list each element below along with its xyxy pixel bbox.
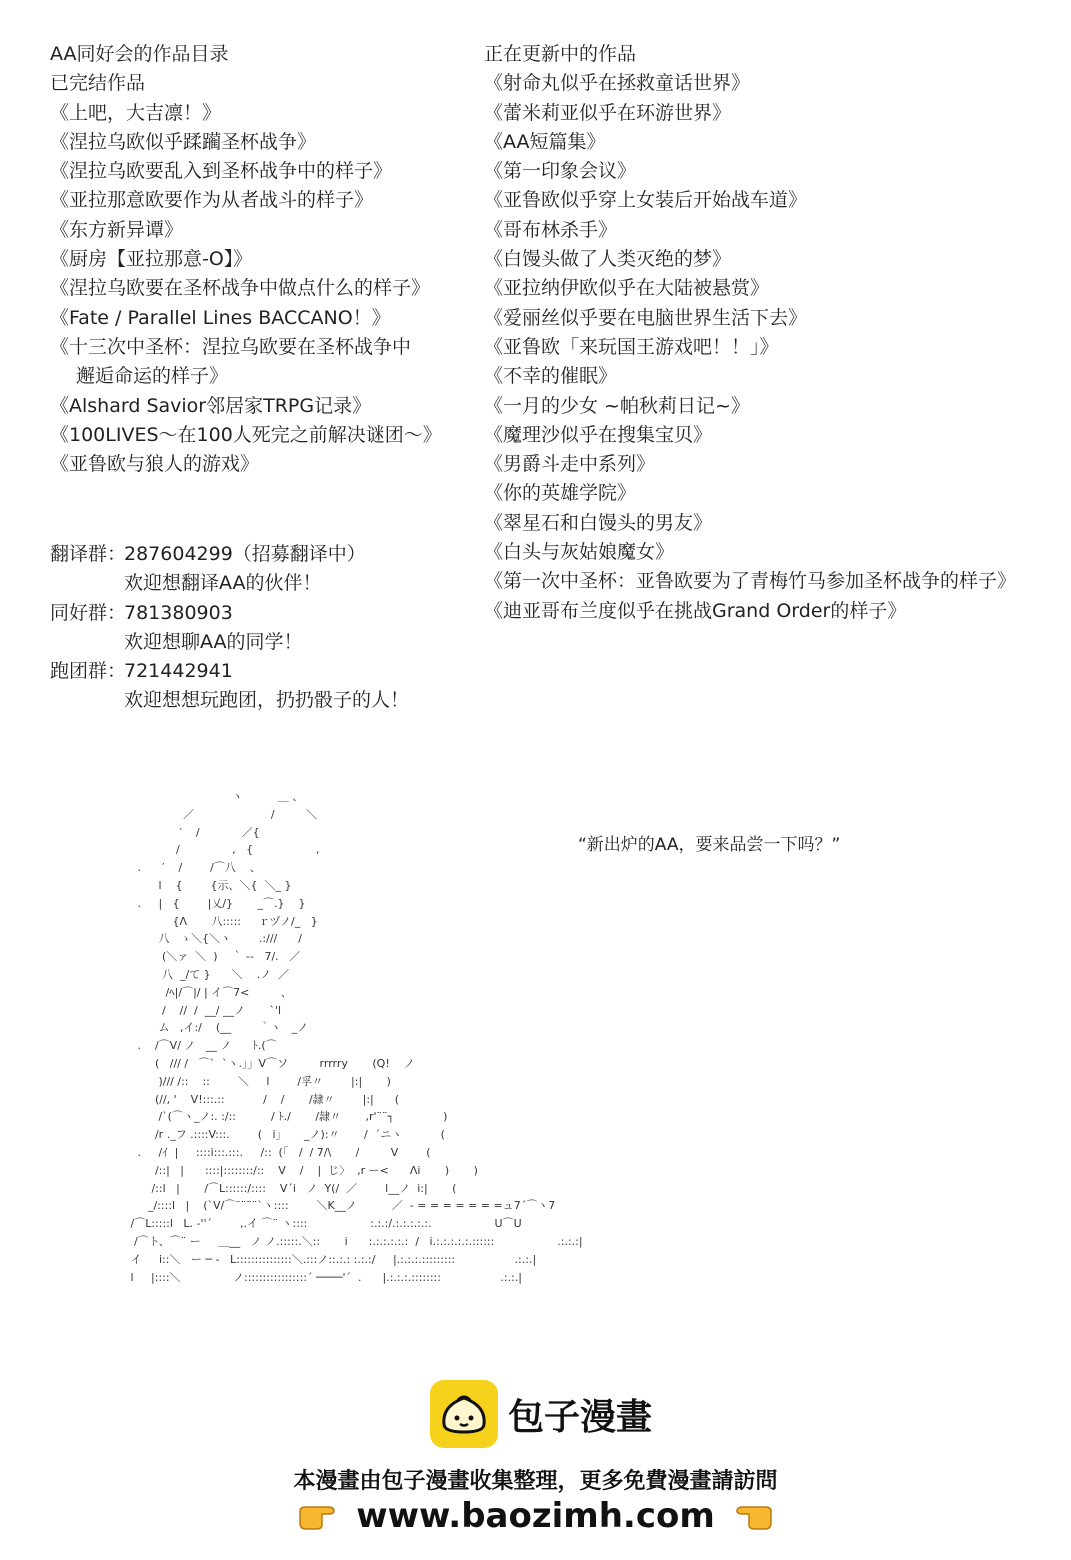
- completed-works-column: [50, 40, 470, 479]
- work-title: 《一月的少女 ~帕秋莉日记~》: [484, 394, 750, 417]
- speech-quote: “新出炉的AA，要来品尝一下吗？”: [578, 835, 841, 855]
- completed-header: 已完结作品: [50, 72, 146, 95]
- work-title: 《射命丸似乎在拯救童话世界》: [484, 72, 751, 95]
- work-title: 《第一印象会议》: [484, 160, 637, 183]
- group-note: 欢迎想聊AA的同学！: [124, 630, 303, 653]
- work-title: 《亚鲁欧「来玩国王游戏吧！！」》: [484, 335, 779, 358]
- work-title: 《白头与灰姑娘魔女》: [484, 541, 675, 564]
- pointing-hand-right-icon: [298, 1501, 342, 1531]
- work-title-continued: 邂逅命运的样子》: [76, 365, 229, 388]
- work-title: 《涅拉乌欧似乎蹂躏圣杯战争》: [50, 130, 317, 153]
- work-title: 《迪亚哥布兰度似乎在挑战Grand Order的样子》: [484, 599, 907, 622]
- work-title: 《亚鲁欧与狼人的游戏》: [50, 453, 260, 476]
- watermark-banner: [0, 1380, 1071, 1540]
- group-number: 287604299（招募翻译中）: [124, 543, 366, 565]
- work-title: 《魔理沙似乎在搜集宝贝》: [484, 423, 713, 446]
- logo-text: 包子漫畫: [508, 1396, 653, 1438]
- site-url-link[interactable]: www.baozimh.com: [356, 1496, 715, 1536]
- work-title: 《爱丽丝似乎要在电脑世界生活下去》: [484, 306, 808, 329]
- work-title: 《翠星石和白馒头的男友》: [484, 511, 713, 534]
- work-title: 《100LIVES～在100人死完之前解决谜团～》: [50, 423, 442, 446]
- site-url-row[interactable]: [0, 1496, 1071, 1536]
- updating-header: 正在更新中的作品: [484, 43, 637, 65]
- group-number: 781380903: [124, 601, 233, 624]
- group-contacts: [50, 540, 409, 716]
- trpg-group-row: [50, 657, 409, 686]
- catalog-header: AA同好会的作品目录: [50, 43, 229, 65]
- work-title: 《蕾米莉亚似乎在环游世界》: [484, 101, 732, 124]
- work-title: 《十三次中圣杯：涅拉乌欧要在圣杯战争中: [50, 335, 412, 358]
- group-number: 721442941: [124, 660, 233, 683]
- pointing-hand-left-icon: [729, 1501, 773, 1531]
- work-title: 《AA短篇集》: [484, 130, 606, 153]
- group-note: 欢迎想想玩跑团，扔扔骰子的人！: [124, 689, 410, 712]
- work-title: 《亚鲁欧似乎穿上女装后开始战车道》: [484, 189, 808, 212]
- work-title: 《涅拉乌欧要乱入到圣杯战争中的样子》: [50, 160, 393, 183]
- bun-logo-icon: [430, 1380, 498, 1448]
- work-title: 《白馒头做了人类灭绝的梦》: [484, 248, 732, 271]
- work-title: 《Fate / Parallel Lines BACCANO！》: [50, 306, 391, 329]
- work-title: 《厨房【亚拉那意-O】》: [50, 248, 253, 271]
- work-title: 《第一次中圣杯：亚鲁欧要为了青梅竹马参加圣杯战争的样子》: [484, 570, 1017, 593]
- work-title: 《哥布林杀手》: [484, 218, 618, 241]
- group-label: 翻译群：: [50, 543, 127, 565]
- ascii-art: ヽ ＿ 、 ／ / ＼ ′ / ／{ / , { , . ′ / /⌒八 、 l { {示、＼{ ＼_ } . | { |乂/} _⌒.} } {Λ 八::::: ｒヅノ/_ } 八 ゝ＼{＼ヽ .:/// / (＼ァ ＼ ) ｀ ‐- 7/. ／ 八 _/て } ＼ .ノ ／ /ﾍ|/⌒|/ | イ⌒7< 、 / // / __/ __ノ `'l ム ,イ:/ (__ ｀ヽ _ノ . /⌒V/ ノ __ ノ ﾄ.(⌒ ( /// / ⌒` `ヽ.」」V⌒ソ rrrrry (Q! ノ )/// /:: :: ＼ l /孚〃 |:| ) (//, ' V!:::.:: / / /隷〃 |:| ( /`(⌒ヽ_ノ:. :/:: / ﾄ./ /隷〃 ,r'¨¨┐ ) /r ._フ .::::V:::. ( i」 _ノ):〃 / ´ニヽ ( . /ｲ | ::::i:::.:::. /:: (「 / / 7/\ / V ( /::| | ::::|::::::::/:: V / | じ〉 ,r ー< Λi ) ) /::l | /⌒L::::::/:::: V´i ノ Y(/ ／ l__ノ i:| ( _/::::l | (`V/⌒¨¨¨¨`ヽ:::: ＼K__ノ ／ ‐ = = = = = = =ュ7´⌒ヽ7 /⌒L:::::l L. ‐''´ ,.イ ⌒¨ ヽ:::: :.:.:/.:.:.:.:.:. U⌒U /⌒ト、⌒¨ ー ＿__ ノ ノ.:::::.＼:: i :.:.:.:.:.: / i.:.:.:.:.:.:::::: .:.:.:| イ i::＼ ー ─ ‐ L:::::::::::::::＼.:::ノ::.:.: :.:.:/ |.:.:.:.::::::::: .:.:.| l |::::＼ ノ:::::::::::::::::´ ────'´ . |.:.:.:.:::::::: .:.:.|: [130, 790, 583, 1284]
- group-label: 跑团群：: [50, 660, 127, 683]
- updating-works-column: [484, 40, 1064, 626]
- banner-tagline: 本漫畫由包子漫畫收集整理，更多免費漫畫請訪問: [293, 1469, 778, 1494]
- work-title: 《涅拉乌欧要在圣杯战争中做点什么的样子》: [50, 277, 431, 300]
- group-label: 同好群：: [50, 601, 127, 624]
- work-title: 《你的英雄学院》: [484, 482, 637, 505]
- work-title: 《Alshard Savior邻居家TRPG记录》: [50, 394, 372, 417]
- work-title: 《上吧，大吉凛！》: [50, 101, 222, 124]
- work-title: 《亚拉纳伊欧似乎在大陆被悬赏》: [484, 277, 770, 300]
- translation-group-row: [50, 540, 409, 569]
- site-logo[interactable]: [430, 1380, 652, 1448]
- work-title: 《不幸的催眠》: [484, 365, 618, 388]
- work-title: 《东方新异谭》: [50, 218, 184, 241]
- work-title: 《亚拉那意欧要作为从者战斗的样子》: [50, 189, 374, 212]
- work-title: 《男爵斗走中系列》: [484, 453, 656, 476]
- fan-group-row: [50, 599, 409, 628]
- group-note: 欢迎想翻译AA的伙伴！: [124, 572, 322, 595]
